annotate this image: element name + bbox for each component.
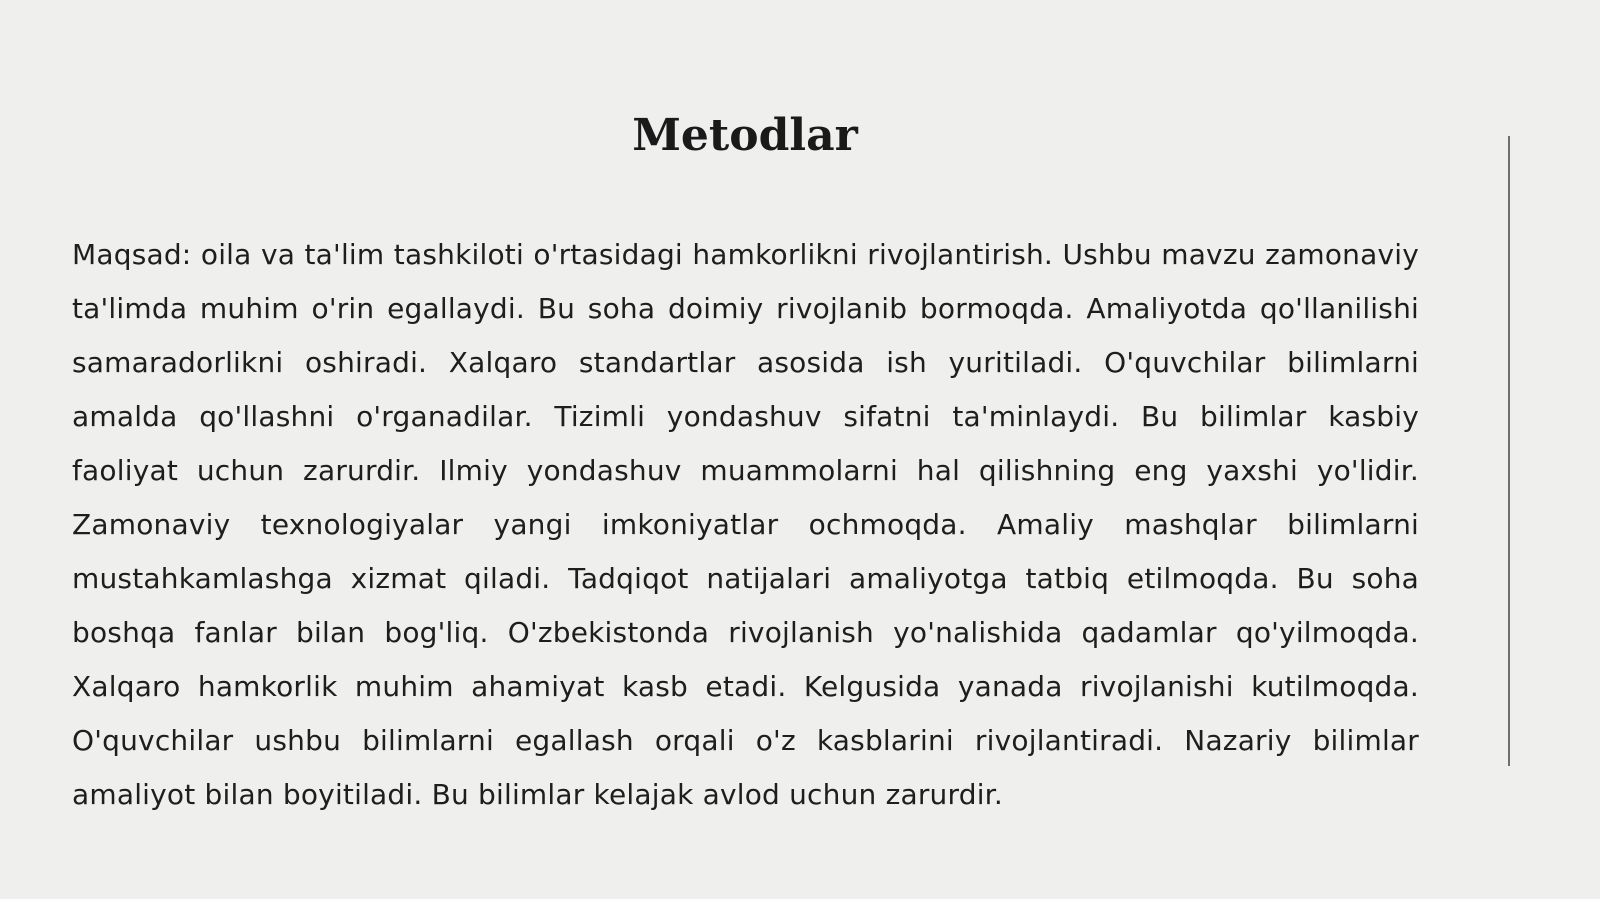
vertical-divider bbox=[1508, 136, 1510, 766]
slide-title: Metodlar bbox=[632, 110, 858, 161]
slide-body-text: Maqsad: oila va ta'lim tashkiloti o'rtasidagi hamkorlikni rivojlantirish. Ushbu mavzu zamonaviy ta'limda muhim o'rin egallaydi. Bu soha doimiy rivojlanib bormoqda. Amaliyotda qo'llanilishi samaradorlikni oshiradi. Xalqaro standartlar asosida ish yuritiladi. O'quvchilar bilimlarni amalda qo'llashni o'rganadilar. Tizimli yondashuv sifatni ta'minlaydi. Bu bilimlar kasbiy faoliyat uchun zarurdir. Ilmiy yondashuv muammolarni hal qilishning eng yaxshi yo'lidir. Zamonaviy texnologiyalar yangi imkoniyatlar ochmoqda. Amaliy mashqlar bilimlarni mustahkamlashga xizmat qiladi. Tadqiqot natijalari amaliyotga tatbiq etilmoqda. Bu soha boshqa fanlar bilan bog'liq. O'zbekistonda rivojlanish yo'nalishida qadamlar qo'yilmoqda. Xalqaro hamkorlik muhim ahamiyat kasb etadi. Kelgusida yanada rivojlanishi kutilmoqda. O'quvchilar ushbu bilimlarni egallash orqali o'z kasblarini rivojlantiradi. Nazariy bilimlar amaliyot bilan boyitiladi. Bu bilimlar kelajak avlod uchun zarurdir. bbox=[72, 238, 1419, 811]
